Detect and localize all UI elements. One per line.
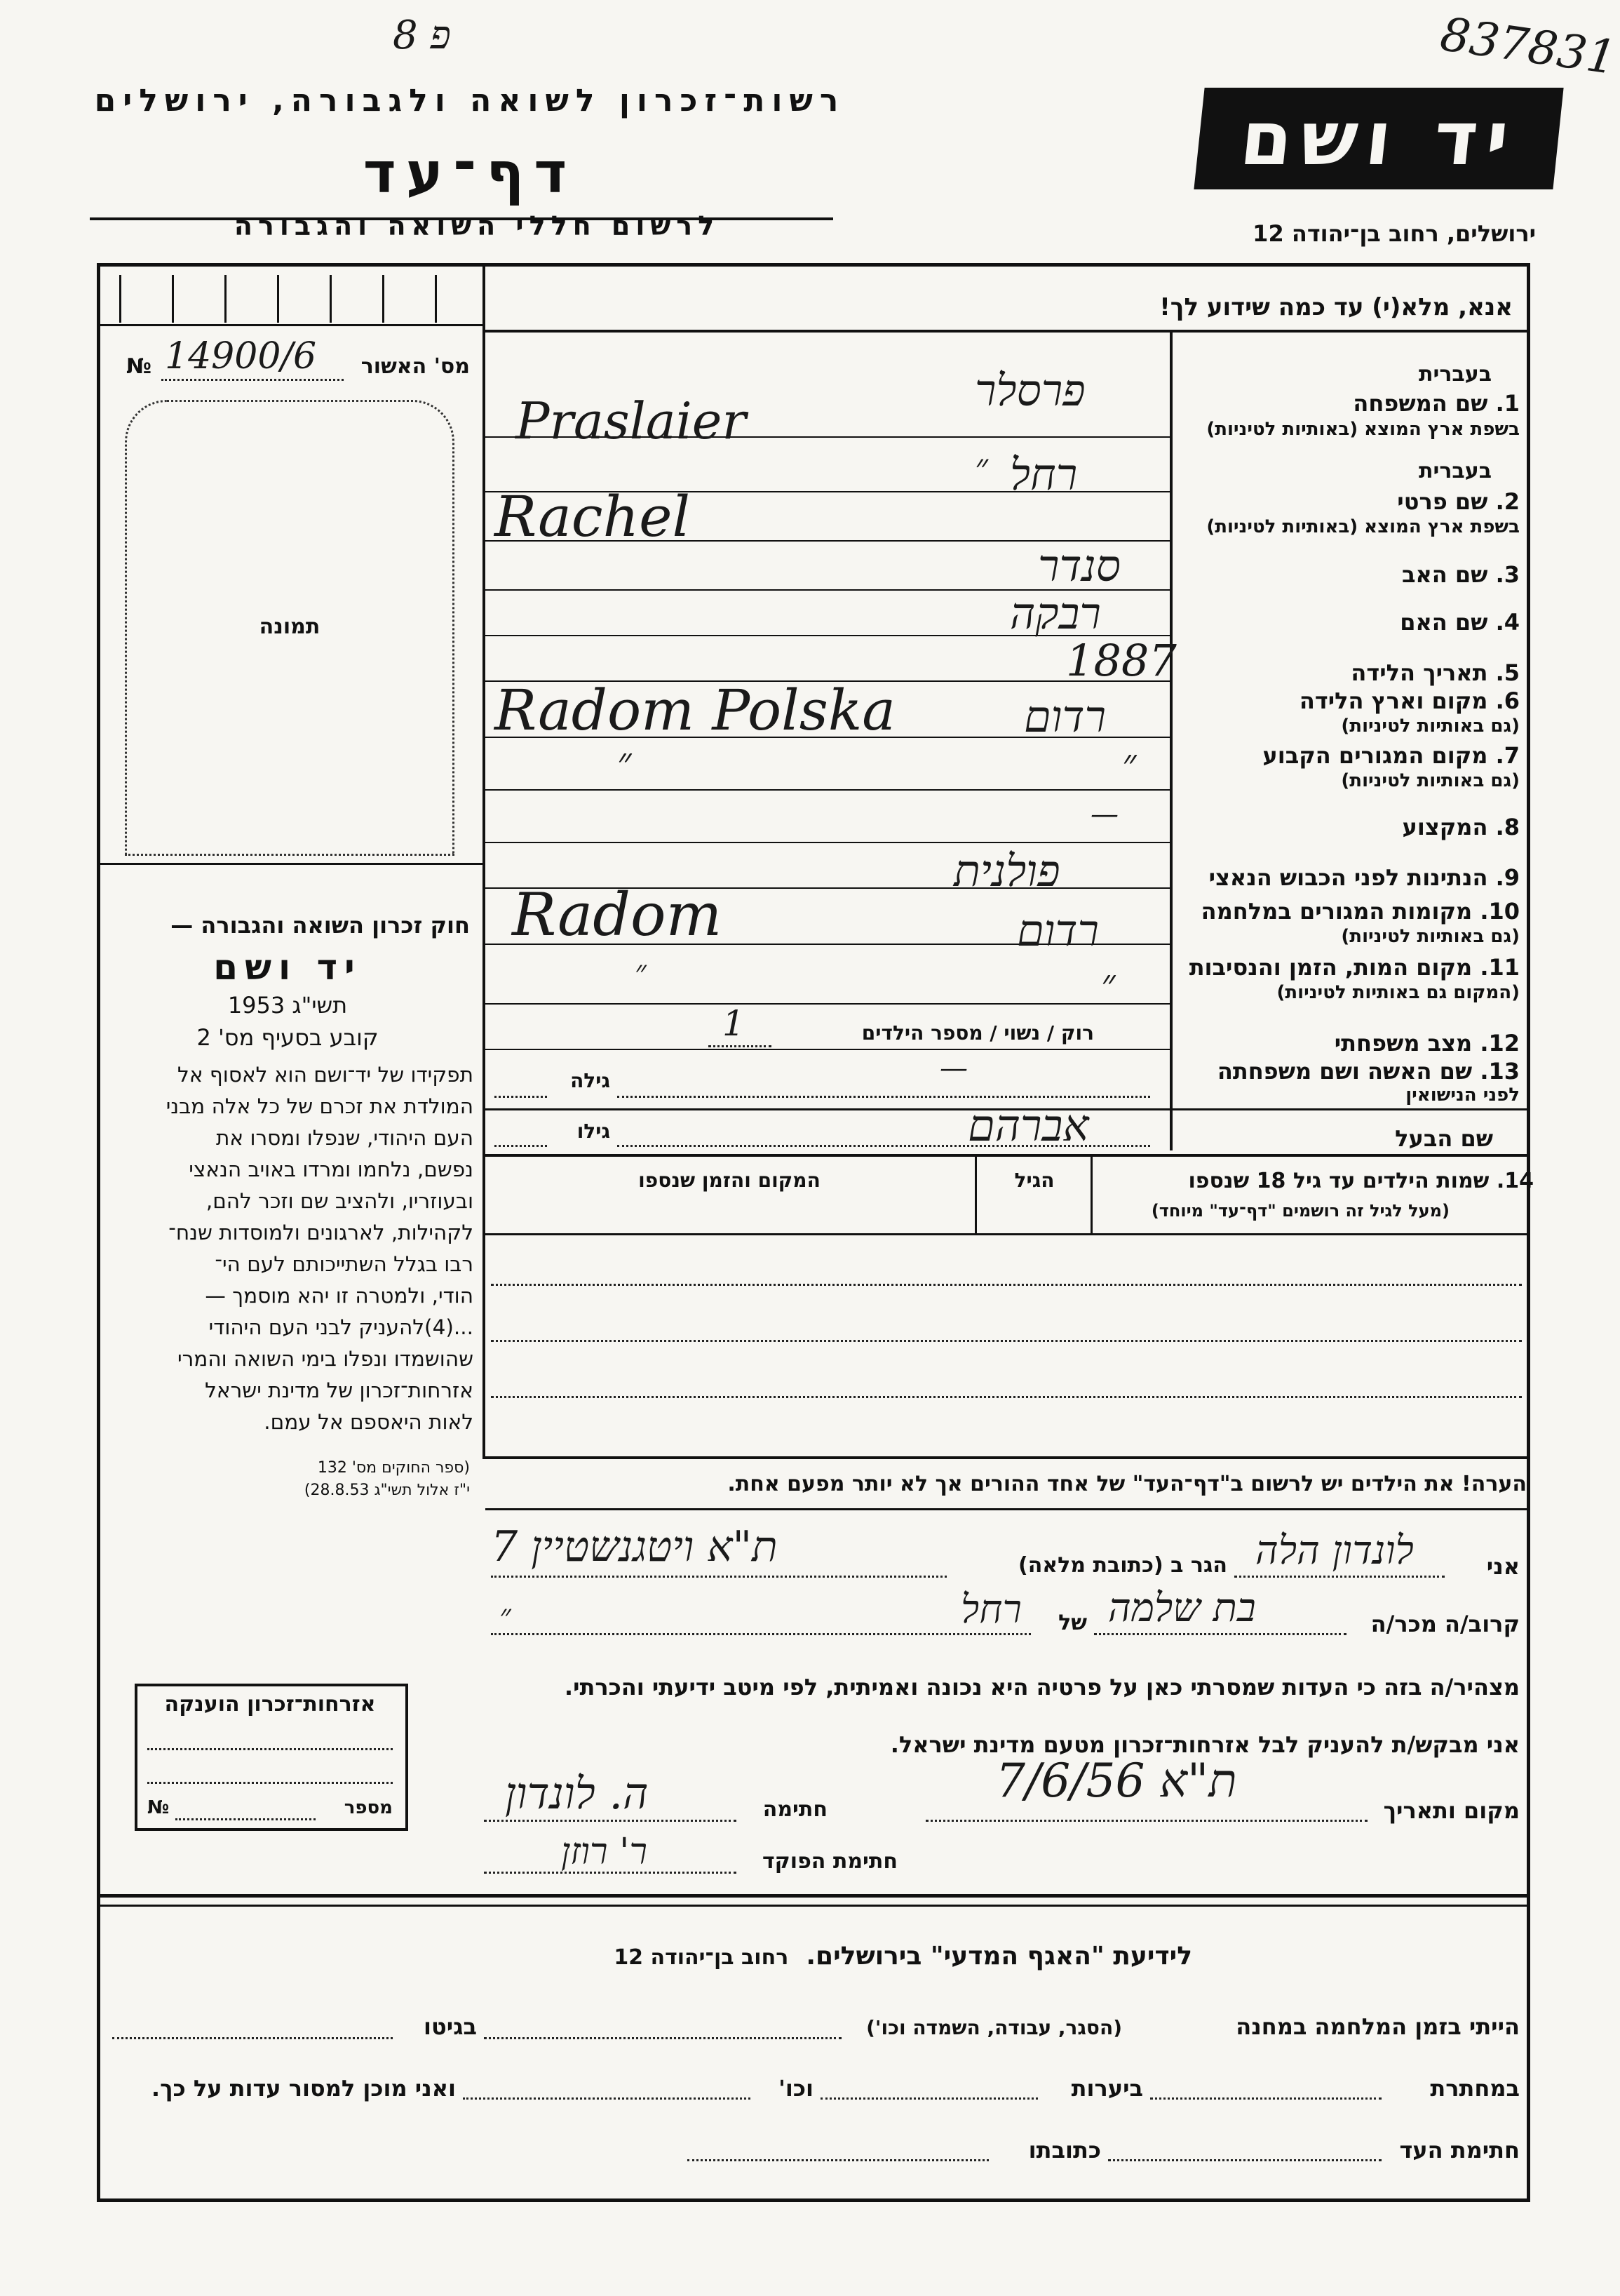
q11-mark-left: ״: [635, 954, 647, 990]
citizenship-title: אזרחות־זכרון הוענקה: [164, 1692, 376, 1717]
q12-count-answer: 1: [722, 1003, 745, 1044]
citizenship-no-sign: №: [147, 1797, 170, 1818]
decl-resides: הגר ב (כתובת מלאה): [1018, 1553, 1227, 1578]
approval-label: מס' האשור: [360, 354, 470, 379]
decl-of-value: רחל: [961, 1587, 1022, 1632]
q8-answer: —: [1091, 798, 1119, 831]
col-age: הגיל: [1014, 1169, 1055, 1192]
husband-answer: אברהם: [968, 1100, 1089, 1151]
q2-label: 2. שם פרטי: [1397, 488, 1520, 515]
decl-officer-value: ר' רוזן: [561, 1831, 647, 1873]
q9-answer: פולנית: [954, 845, 1060, 897]
org-name: רשות־זכרון לשואה ולגבורה, ירושלים: [94, 83, 846, 119]
decl-request: אני מבקש/ת להעניק לבל אזרחות־זכרון מטעם מדינת ישראל.: [890, 1731, 1520, 1758]
q13-sub: לפני הנישואין: [1405, 1085, 1520, 1106]
q3-answer: סנדר: [1038, 540, 1121, 591]
q8-label: 8. המקצוע: [1402, 814, 1520, 840]
q6-sub: (גם באותיות לטיניות): [1341, 716, 1520, 737]
q1-sub: בשפת ארץ המוצא (באותיות לטיניות): [1206, 419, 1520, 440]
form-subtitle: לרשום חללי השואה והגבורה: [234, 210, 720, 241]
footer-line2-a: במחתרת: [1430, 2075, 1520, 2102]
q7-sub: (גם באותיות לטיניות): [1341, 770, 1520, 791]
q4-answer: רבקה: [1010, 588, 1101, 639]
decl-place-date-value: ת"א 7/6/56: [996, 1754, 1237, 1808]
logo-text: יד ושם: [1236, 95, 1521, 182]
children-label: 14. שמות הילדים עד גיל 18 שנספו: [1188, 1169, 1534, 1193]
footer-line2-b: ביערות: [1071, 2075, 1143, 2102]
q13-answer: —: [940, 1052, 968, 1085]
law-year: תשי"ג 1953: [227, 992, 348, 1019]
q10-latin-answer: Radom: [512, 880, 722, 949]
q11-sub: (המקום גם באותיות לטיניות): [1276, 982, 1520, 1003]
decl-relation: קרוב/ה מכר/ה: [1370, 1611, 1520, 1637]
law-clause: קובע בסעיף מס' 2: [196, 1024, 379, 1051]
footer-title: לידיעת "האגף המדעי" בירושלים. רחוב בן־יהודה 12: [614, 1942, 1192, 1971]
q1-hebrew-answer: פרסלר: [975, 365, 1086, 416]
corner-mark: פ 8: [393, 13, 451, 58]
age-label-2: גילו: [576, 1120, 610, 1143]
q2-quote-mark: ״: [975, 446, 988, 487]
q6-latin-answer: Radom Polska: [494, 678, 896, 743]
note: הערה! את הילדים יש לרשום ב"דף־העד" של אחד ההורים אך לא יותר מפעם אחת.: [727, 1472, 1527, 1496]
decl-signature-value: ה. לונדון: [505, 1768, 649, 1819]
logo: [1194, 88, 1563, 189]
q7-label: 7. מקום המגורים הקבוע: [1262, 742, 1520, 769]
form-prompt: אנא, מלא(י) עד כמה שידוע לך!: [1159, 293, 1513, 321]
photo-label: תמונה: [259, 615, 320, 639]
law-source-2: י"ז אלול תשי"ג 28.8.53): [304, 1482, 470, 1499]
q10-label: 10. מקומות המגורים במלחמה: [1201, 898, 1520, 925]
hebrew-label-2: בעברית: [1419, 459, 1492, 483]
q10-sub: (גם באותיות לטיניות): [1341, 926, 1520, 947]
approval-value: 14900/6: [165, 335, 317, 377]
law-name: יד ושם: [213, 947, 362, 988]
q13-label: 13. שם האשה ושם משפחתה: [1217, 1058, 1520, 1085]
serial-number: 837831: [1437, 7, 1620, 86]
hebrew-label-1: בעברית: [1419, 362, 1492, 387]
q6-hebrew-answer: רדום: [1024, 691, 1107, 742]
q7-ditto-left: ״: [617, 739, 632, 784]
decl-place-date: מקום ותאריך: [1383, 1797, 1520, 1824]
footer-line3-b: כתובתו: [1028, 2137, 1101, 2163]
q7-ditto-right: ״: [1122, 741, 1137, 785]
q5-label: 5. תאריך הלידה: [1351, 659, 1520, 686]
q9-label: 9. הנתינות לפני הכבוש הנאצי: [1208, 864, 1520, 891]
q10-hebrew-answer: רדום: [1017, 905, 1100, 956]
age-label-1: גילה: [570, 1069, 610, 1092]
q1-latin-answer: Praslaier: [515, 391, 746, 450]
decl-signature-label: חתימה: [762, 1797, 828, 1822]
husband-label: שם הבעל: [1395, 1125, 1493, 1152]
footer-line1-c: בגיטו: [424, 2013, 477, 2040]
law-title: חוק זכרון השואה והגבורה —: [170, 912, 470, 939]
footer-line3-a: חתימת העד: [1399, 2137, 1520, 2163]
approval-no-sign: №: [126, 354, 152, 379]
footer-line1-a: הייתי בזמן המלחמה במחנה: [1236, 2013, 1520, 2040]
footer-line1-b: (הסגר, עבודה, השמדה וכו'): [866, 2016, 1122, 2039]
q12-label: 12. מצב משפחתי: [1334, 1030, 1520, 1056]
children-sub: (מעל לגיל זה רושמים "דף־עד" מיוחד): [1151, 1201, 1450, 1221]
q6-label: 6. מקום וארץ הלידה: [1299, 687, 1520, 714]
q11-mark-right: ״: [1101, 961, 1116, 1005]
footer-line2-d: ואני מוכן למסור עדות על כך.: [151, 2075, 456, 2102]
col-place: המקום והזמן שנספו: [638, 1169, 821, 1192]
q2-hebrew-answer: רחל: [1010, 449, 1078, 500]
decl-statement: מצהיר/ה בזה כי העדות שמסרתי כאן על פרטיה היא נכונה ואמיתית, לפי מיטב ידיעתי והכרתי.: [564, 1674, 1520, 1700]
decl-ditto: ״: [499, 1598, 511, 1634]
q2-sub: בשפת ארץ המוצא (באותיות לטיניות): [1206, 516, 1520, 537]
decl-of: של: [1058, 1611, 1087, 1635]
q2-latin-answer: Rachel: [494, 484, 691, 549]
decl-i: אני: [1486, 1553, 1520, 1580]
decl-officer-label: חתימת הפוקד: [762, 1849, 898, 1874]
form-title: דף־עד: [363, 140, 577, 206]
q11-label: 11. מקום המות, הזמן והנסיבות: [1189, 954, 1520, 981]
citizenship-number-label: מספר: [344, 1797, 393, 1818]
law-body: תפקידו של יד־ושם הוא לאסוף אל המולדת את זכרם של כל אלה מבני העם היהודי, שנפלו ומסרו את נפשם, נלחמו ומרדו באויב הנאצי ובעוזריו, ולהציב שם וזכר להם, לקהילות, לארגונים ולמוסדות שנח־ רבו בגלל השתייכותם לעם הי־ הודי, ולמטרה זו יהא מוסמך — ...(4)להעניק לבני העם היהודי שהושמדו ונפלו בימי השואה והמרי אזרחות־זכרון של מדינת ישראל לאות היאספם אל עמם.: [166, 1063, 473, 1434]
law-source-1: (ספר החוקים מס' 132: [317, 1459, 470, 1477]
decl-relation-value: בת שלמה: [1108, 1585, 1256, 1631]
q1-label: 1. שם המשפחה: [1353, 390, 1520, 417]
q4-label: 4. שם האם: [1400, 609, 1520, 636]
decl-name-value: לונדון הלה: [1255, 1528, 1414, 1573]
decl-address-value: ת"א ויטגנשטיין 7: [491, 1522, 778, 1571]
footer-line2-c: וכו': [778, 2075, 814, 2102]
q3-label: 3. שם האב: [1401, 561, 1520, 588]
q5-answer: 1887: [1066, 635, 1177, 686]
marital-options: רוק / נשוי / מספר הילדים: [861, 1021, 1094, 1045]
address: ירושלים, רחוב בן־יהודה 12: [1253, 220, 1536, 247]
